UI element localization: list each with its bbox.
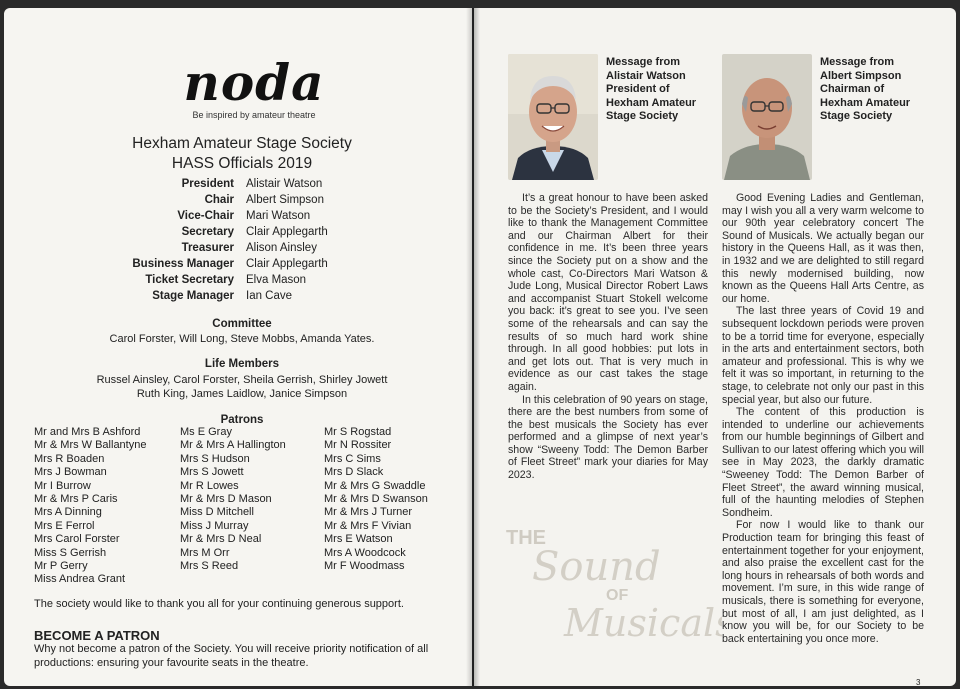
official-name: Mari Watson [246, 210, 311, 222]
patron-name: Mrs A Dinning [34, 506, 102, 519]
message-1-heading-line-3: President of [606, 83, 670, 95]
life-members-title: Life Members [204, 358, 280, 370]
patron-name: Mrs A Woodcock [324, 546, 406, 559]
committee-title: Committee [212, 318, 272, 330]
patron-name: Mrs S Jowett [180, 466, 244, 479]
message-2-body [722, 192, 924, 645]
patron-name: Mrs D Slack [324, 466, 384, 479]
official-name: Clair Applegarth [246, 226, 328, 238]
patron-name: Miss Andrea Grant [34, 573, 126, 586]
alistair-watson-photo [508, 54, 598, 180]
message-2-heading-line-1: Message from [820, 56, 894, 68]
patron-name: Mr & Mrs D Neal [180, 533, 262, 546]
patron-name: Mr & Mrs D Mason [180, 493, 272, 506]
message-2-heading-line-4: Hexham Amateur [820, 96, 911, 109]
official-row [60, 192, 440, 208]
patron-name: Mrs C Sims [324, 452, 381, 465]
patron-name: Mrs M Orr [180, 546, 230, 559]
logo-sound: Sound [532, 544, 661, 590]
patron-name: Mrs E Ferrol [34, 519, 95, 532]
message-1-heading-line-4: Hexham Amateur [606, 96, 697, 109]
patrons-column-2 [180, 426, 324, 587]
official-role: Business Manager [132, 258, 234, 270]
patron-name: Mr & Mrs G Swaddle [324, 479, 426, 492]
patrons-list [34, 426, 454, 587]
message-2-paragraph-1: Good Evening Ladies and Gentleman, may I wish you all a very warm welcome to our 90th year celebratory concert The Sound of Musicals. We actually began our history in the Queens Hall, as it was then, in 1932 and we are delighted to still regard this newly modernised building, now known as the Queens Hall Arts Centre, as our home. [722, 192, 924, 305]
become-patron-text: Why not become a patron of the Society. You will receive priority notification of all productions: ensuring your favourite seats in the theatre. [34, 643, 429, 669]
patrons-title: Patrons [220, 414, 264, 426]
noda-logo-word: noda [183, 53, 325, 112]
noda-logo [174, 53, 334, 120]
society-name: Hexham Amateur Stage Society [132, 135, 352, 152]
page-number: 3 [916, 678, 921, 687]
official-role: Stage Manager [152, 290, 234, 302]
sound-of-musicals-logo [502, 516, 722, 646]
patron-name: Mr N Rossiter [324, 439, 392, 452]
patron-name: Mrs R Boaden [34, 452, 105, 465]
official-name: Alison Ainsley [246, 242, 317, 254]
patron-name: Mr R Lowes [180, 479, 239, 492]
patron-name: Mrs S Reed [180, 560, 239, 573]
official-role: President [181, 178, 234, 190]
thanks-text: The society would like to thank you all for your continuing generous support. [34, 598, 404, 610]
official-row [60, 224, 440, 240]
patron-name: Mr & Mrs D Swanson [324, 493, 428, 506]
message-2-heading-line-5: Stage Society [820, 110, 893, 122]
message-2-paragraph-4: For now I would like to thank our Production team for bringing this feast of entertainment together for your enjoyment, and also praise the excellent cast for the long hours in rehearsals of both words and movement. I’m sure, in this wide range of musicals, there is something for everyone, but most of all, I am just delighted, as I know you will be, for our Society to be back entertaining you once more. [722, 519, 924, 645]
official-name: Albert Simpson [246, 194, 324, 206]
message-2-paragraph-3: The content of this production is intended to underline our achievements from our humble beginnings of Gilbert and Sullivan to our latest offering which you will see in May 2023, the darkly dramatic “Sweeney Todd: The Demon Barber of Fleet Street”, the award winning musical, full of the haunting melodies of Stephen Sondheim. [722, 406, 924, 519]
officials-title: HASS Officials 2019 [171, 155, 313, 172]
official-row [60, 176, 440, 192]
official-name: Elva Mason [246, 274, 307, 286]
patron-name: Mr F Woodmass [324, 560, 405, 573]
message-1-heading-line-2: Alistair Watson [606, 69, 686, 82]
message-1-body [508, 192, 708, 482]
official-name: Ian Cave [246, 290, 293, 302]
message-2-heading [820, 56, 940, 124]
patrons-column-3 [324, 426, 454, 587]
patron-name: Miss J Murray [180, 519, 249, 532]
official-name: Alistair Watson [246, 178, 323, 190]
message-2-paragraph-2: The last three years of Covid 19 and subsequent lockdown periods were proven to be a torrid time for everyone, especially in the arts and entertainment sectors, both amateur and professional. This is why we felt it was so important, in returning to the stage, to celebrate not only our past in this special year, but also our future. [722, 305, 924, 406]
official-role: Chair [204, 194, 234, 206]
message-1-heading [606, 56, 726, 124]
official-role: Ticket Secretary [145, 274, 234, 286]
patron-name: Mr & Mrs J Turner [324, 506, 413, 519]
book-spine [466, 8, 480, 686]
officials-heading [20, 134, 464, 174]
official-row [60, 288, 440, 304]
message-1-paragraph-2: In this celebration of 90 years on stage, there are the best numbers from some of the best musicals the Society has ever performed and a glimpse of next year’s show “Sweeny Todd: The Demon Barber of Fleet Street” mark your diaries for May 2023. [508, 393, 708, 482]
patrons-column-1 [34, 426, 180, 587]
life-members-line-2: Ruth King, James Laidlow, Janice Simpson [136, 388, 348, 400]
official-role: Treasurer [181, 242, 234, 254]
patron-name: Ms E Gray [180, 426, 232, 438]
patron-name: Mr P Gerry [34, 560, 88, 573]
logo-musicals: Musicals [564, 601, 722, 645]
patron-name: Mrs E Watson [324, 533, 393, 546]
official-row [60, 272, 440, 288]
logo-of: OF [606, 587, 629, 604]
official-row [60, 208, 440, 224]
patron-name: Miss D Mitchell [180, 506, 254, 519]
patron-name: Mrs J Bowman [34, 466, 107, 479]
official-row [60, 256, 440, 272]
officials-list [60, 176, 440, 304]
patron-name: Mr & Mrs P Caris [34, 493, 118, 506]
patron-name: Mr and Mrs B Ashford [34, 426, 141, 438]
official-row [60, 240, 440, 256]
official-name: Clair Applegarth [246, 258, 328, 270]
patron-name: Mrs Carol Forster [34, 533, 120, 546]
official-role: Vice-Chair [177, 210, 234, 222]
message-1-paragraph-1: It’s a great honour to have been asked to be the Society’s President, and I would like to thank the Management Committee and our Chairman Albert for their confidence in me. It’s been three years since the Society put on a show and the whole cast, Co-Directors Mari Watson & Jude Long, Musical Director Robert Laws and accompanist Stuart Stokell welcome you back: it’s great to see you. I’ve seen some of the rehearsals and can say the results of so much hard work shine through. In all good hobbies: put lots in and get lots out. That is very much in evidence as our cast takes the stage again. [508, 192, 708, 393]
life-members-line-1: Russel Ainsley, Carol Forster, Sheila Gerrish, Shirley Jowett [96, 374, 388, 386]
committee-members: Carol Forster, Will Long, Steve Mobbs, Amanda Yates. [109, 333, 375, 345]
noda-tagline: Be inspired by amateur theatre [192, 110, 316, 120]
become-patron-title: BECOME A PATRON [34, 628, 160, 643]
patron-name: Mr I Burrow [34, 479, 91, 492]
patron-name: Miss S Gerrish [34, 546, 107, 559]
patron-name: Mr & Mrs F Vivian [324, 519, 412, 532]
message-1-heading-line-1: Message from [606, 56, 680, 68]
message-1-heading-line-5: Stage Society [606, 110, 679, 122]
message-2-heading-line-3: Chairman of [820, 83, 885, 95]
patron-name: Mr S Rogstad [324, 426, 392, 438]
patron-name: Mr & Mrs A Hallington [180, 439, 286, 452]
patron-name: Mrs S Hudson [180, 452, 250, 465]
official-role: Secretary [181, 226, 234, 238]
albert-simpson-photo [722, 54, 812, 180]
logo-the: THE [506, 527, 546, 549]
patron-name: Mr & Mrs W Ballantyne [34, 439, 147, 452]
message-2-heading-line-2: Albert Simpson [820, 69, 902, 82]
